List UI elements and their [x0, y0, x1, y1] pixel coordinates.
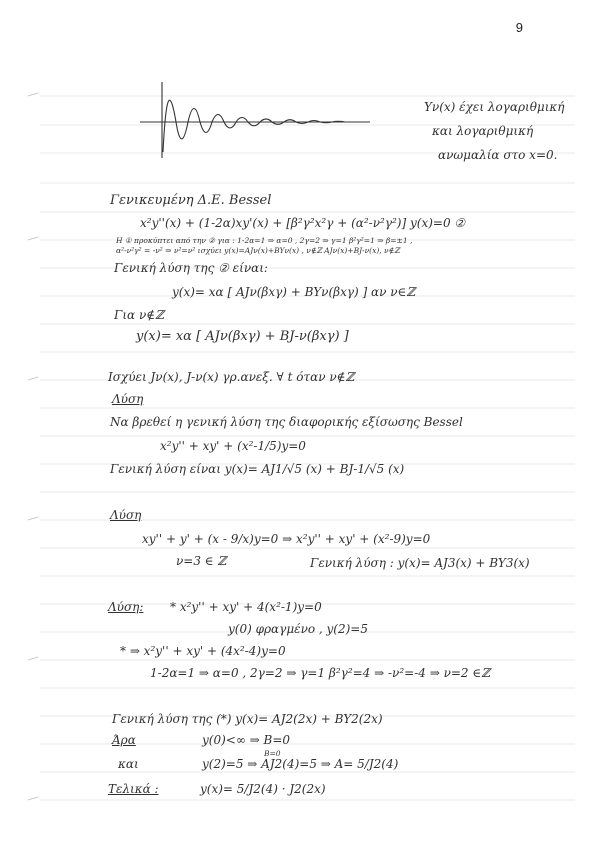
section-title: Γενικευμένη Δ.Ε. Bessel: [110, 193, 272, 208]
example-3-final-label: Τελικά :: [108, 782, 159, 796]
non-integer-solution: y(x)= xα [ AJν(βxγ) + BJ-ν(βxγ) ]: [136, 329, 349, 344]
example-2-label: Λύση: [110, 508, 142, 522]
example-3-step: * ⇒ x²y'' + xy' + (4x²-4)y=0: [120, 644, 286, 658]
example-3-bounded-condition: y(0)<∞ ⇒ B=0: [202, 733, 291, 747]
oscillation-sketch: [140, 82, 380, 162]
note-line-3: ανωμαλία στο x=0.: [438, 148, 558, 162]
example-2-order: ν=3 ∈ ℤ: [176, 554, 227, 568]
non-integer-label: Για ν∉ℤ: [114, 308, 164, 322]
example-3-value-condition: y(2)=5 ⇒ AJ2(4)=5 ⇒ A= 5/J2(4): [202, 757, 399, 771]
general-solution-formula: y(x)= xα [ AJν(βxγ) + BYν(βxγ) ] αν ν∈ℤ: [172, 285, 416, 299]
example-3-equation: * x²y'' + xy' + 4(x²-1)y=0: [170, 600, 322, 614]
example-1-solution: Γενική λύση είναι y(x)= AJ1/√5 (x) + BJ-1/√5 (x): [110, 462, 405, 476]
example-2-solution: Γενική λύση : y(x)= AJ3(x) + BY3(x): [310, 556, 530, 570]
general-solution-label: Γενική λύση της ② είναι:: [114, 261, 268, 275]
example-3-conditions: y(0) φραγμένο , y(2)=5: [228, 622, 368, 636]
derivation-note-2: α²-ν²γ² = -ν² ⇒ ν²=ν² ισχύει y(x)=AJν(x)+BYν(x) , ν∉ℤ AJν(x)+BJ-ν(x), ν∉ℤ: [116, 246, 400, 255]
example-1-equation: x²y'' + xy' + (x²-1/5)y=0: [160, 439, 306, 453]
example-3-and-label: και: [118, 757, 139, 771]
note-line-1: Yν(x) έχει λογαριθμική: [424, 100, 565, 114]
example-3-then-label: Άρα: [112, 733, 136, 747]
example-3-general-solution: Γενική λύση της (*) y(x)= AJ2(2x) + BY2(2x): [112, 712, 383, 726]
example-3-over-arrow: B=0: [264, 749, 281, 758]
example-3-label: Λύση:: [108, 600, 144, 614]
generalized-bessel-equation: x²y''(x) + (1-2α)xy'(x) + [β²γ²x²γ + (α²-ν²γ²)] y(x)=0 ②: [140, 216, 466, 230]
example-1-task: Να βρεθεί η γενική λύση της διαφορικής εξίσωσης Bessel: [110, 415, 463, 429]
example-3-parameters: 1-2α=1 ⇒ α=0 , 2γ=2 ⇒ γ=1 β²γ²=4 ⇒ -ν²=-4 ⇒ ν=2 ∈ℤ: [150, 666, 491, 680]
page-number: 9: [515, 20, 523, 35]
example-3-final-solution: y(x)= 5/J2(4) · J2(2x): [200, 782, 326, 796]
derivation-note-1: Η ① προκύπτει από την ② για : 1-2α=1 ⇒ α=0 , 2γ=2 ⇒ γ=1 β²γ²=1 ⇒ β=±1 ,: [116, 236, 413, 245]
independence-statement: Ισχύει Jν(x), J-ν(x) γρ.ανεξ. ∀ t όταν ν∉ℤ: [108, 370, 355, 384]
example-1-label: Λύση: [112, 392, 144, 406]
example-2-equation: xy'' + y' + (x - 9/x)y=0 ⇒ x²y'' + xy' + (x²-9)y=0: [142, 532, 431, 546]
note-line-2: και λογαριθμική: [432, 124, 534, 138]
